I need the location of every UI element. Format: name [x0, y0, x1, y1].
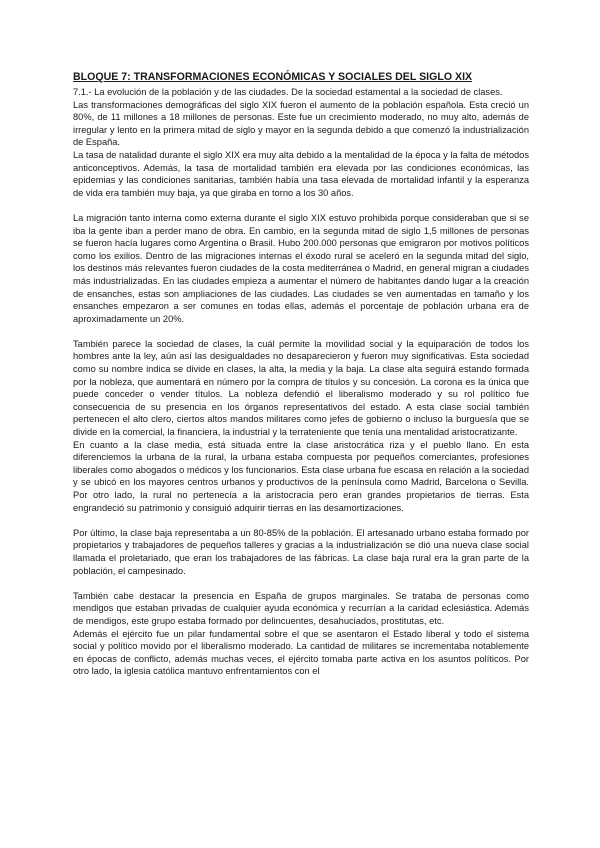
paragraph-ejercito: Además el ejército fue un pilar fundamental sobre el que se asentaron el Estado liberal y todo el sistema social y político movido por el liberalismo moderado. La cantidad de militares se incrementaba notablemente en épocas de conflicto, además muchas veces, el ejército tomaba parte activa en los asuntos políticos. Por otro lado, la iglesia católica mantuvo enfrentamientos con el: [73, 628, 529, 677]
document-title: BLOQUE 7: TRANSFORMACIONES ECONÓMICAS Y SOCIALES DEL SIGLO XIX: [73, 71, 473, 83]
paragraph-grupos-marginales: También cabe destacar la presencia en España de grupos marginales. Se trataba de personas como mendigos que estaban privadas de cualquier ayuda económica y recurrían a la caridad eclesiástica. Además de mendigos, este grupo estaba formado por delincuentes, desahuciados, prostitutas, etc.: [73, 590, 529, 626]
paragraph-demografia: Las transformaciones demográficas del siglo XIX fueron el aumento de la población española. Esta creció un 80%, de 11 millones a 18 millones de personas. Este fue un crecimiento moderado, no muy alto, además de irregular y lento en la primera mitad de siglo y mayor en la segunda debido a que comenzó la industrialización de España.: [73, 99, 529, 148]
paragraph-spacer: [73, 514, 529, 527]
section-subtitle: 7.1.- La evolución de la población y de las ciudades. De la sociedad estamental a la sociedad de clases.: [73, 87, 503, 97]
paragraph-natalidad: La tasa de natalidad durante el siglo XIX era muy alta debido a la mentalidad de la época y la falta de métodos anticonceptivos. Además, la tasa de mortalidad también era elevada por las condiciones económicas, las epidemias y las condiciones sanitarias, también había una tasa elevada de mortalidad infantil y la esperanza de vida era también muy baja, ya que giraba en torno a los 30 años.: [73, 149, 529, 198]
paragraph-clase-baja: Por último, la clase baja representaba a un 80-85% de la población. El artesanado urbano estaba formado por propietarios y trabajadores de pequeños talleres y gracias a la industrialización se dió una nueva clase social llamada el proletariado, que eran los trabajadores de las fábricas. La clase baja rural era la gran parte de la población, el campesinado.: [73, 527, 529, 576]
paragraph-spacer: [73, 325, 529, 338]
paragraph-clase-media: En cuanto a la clase media, está situada entre la clase aristocrática riza y el pueblo llano. En esta diferenciemos la urbana de la rural, la urbana estaba compuesta por pequeños comerciantes, profesiones liberales como abogados o médicos y los funcionarios. Esta clase urbana fue escasa en relación a la sociedad y se ubicó en los mayores centros urbanos y productivos de la península como Madrid, Barcelona o Sevilla. Por otro lado, la rural no pertenecía a la aristocracia pero eran grandes propietarios de tierras. Esta engrandeció su patrimonio y consiguió adquirir tierras en las desamortizaciones.: [73, 439, 529, 513]
paragraph-spacer: [73, 199, 529, 212]
paragraph-clase-alta: También parece la sociedad de clases, la cuál permite la movilidad social y la equiparación de todos los hombres ante la ley, aún así las desigualdades no desaparecieron y fueron muy significativas. Esta sociedad como su nombre indica se divide en clases, la alta, la media y la baja. La clase alta seguirá estando formada por la nobleza, que aumentará en número por la compra de títulos y su concesión. La corona es la única que puede conceder o vender títulos. La nobleza defendió el liberalismo moderado y su rol político fue consecuencia de su presencia en los órganos representativos del estado. A esta clase social también pertenecen el alto clero, ciertos altos mandos militares como jefes de gobierno o incluso la burguesía que se divide en la comercial, la financiera, la industrial y la terrateniente que tenía una mentalidad aristocratizante.: [73, 338, 529, 438]
paragraph-spacer: [73, 577, 529, 590]
document-page: [73, 70, 529, 678]
paragraph-migracion: La migración tanto interna como externa durante el siglo XIX estuvo prohibida porque consideraban que si se iba la gente iban a perder mano de obra. En cambio, en la segunda mitad de siglo 1,5 millones de personas se fueron hacía lugares como Argentina o Brasil. Hubo 200.000 personas que emigraron por motivos políticos como los exilios. Dentro de las migraciones internas el éxodo rural se aceleró en la segunda mitad del siglo, los destinos más relevantes fueron ciudades de la costa mediterránea o Madrid, en general migran a ciudades más industrializadas. En las ciudades empieza a aumentar el número de habitantes dando lugar a la creación de ensanches, estas son ampliaciones de las ciudades. Las ciudades se ven aumentadas en tamaño y los ensanches empezaron a ser comunes en todas ellas, además el porcentaje de población urbana era de aproximadamente un 20%.: [73, 212, 529, 324]
